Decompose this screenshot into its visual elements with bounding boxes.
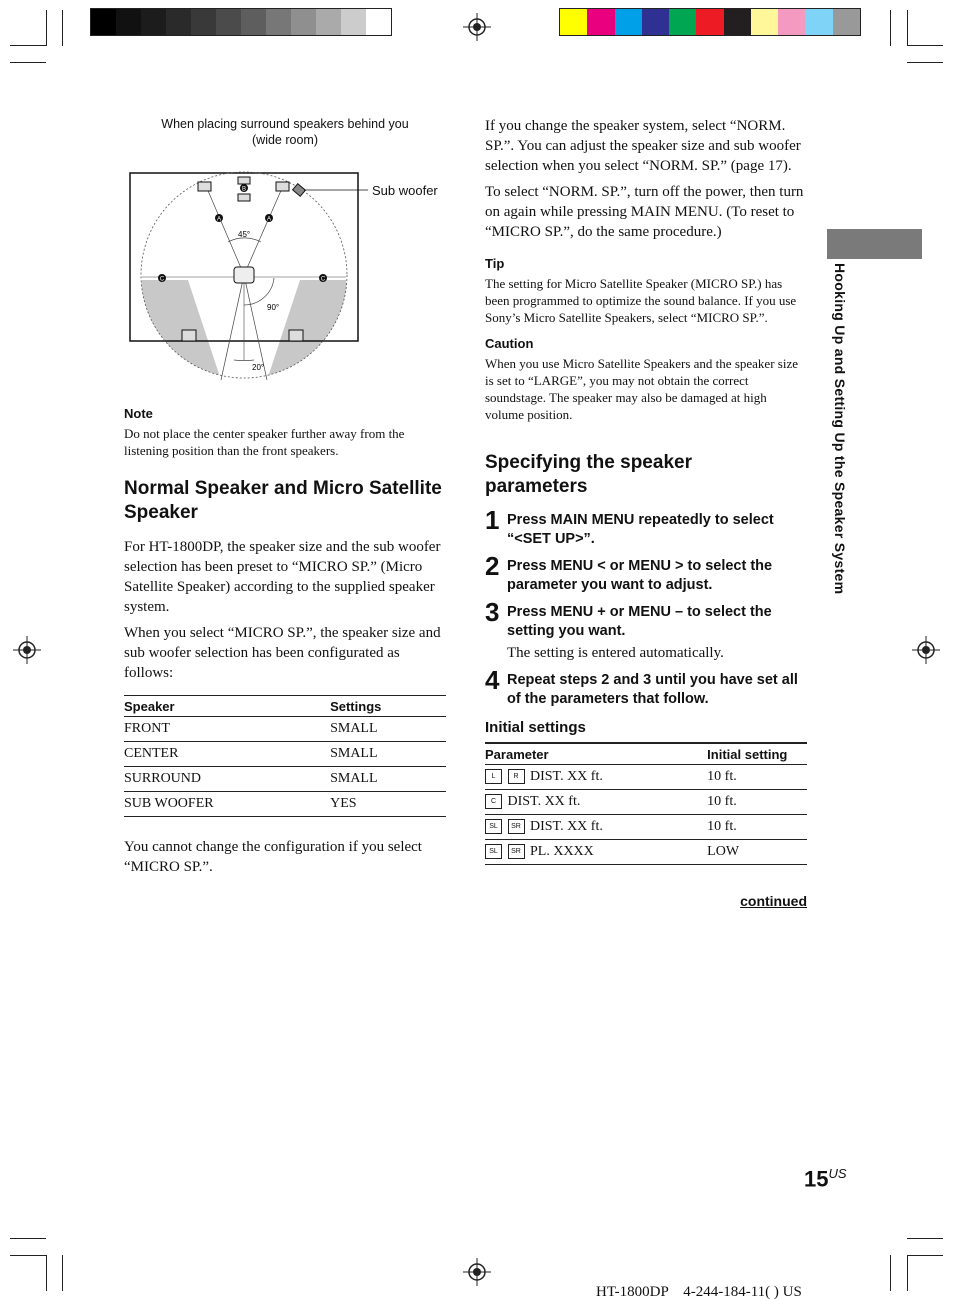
front-right-speaker-icon	[276, 182, 289, 191]
cell-setting: SMALL	[330, 742, 446, 767]
step-number: 1	[485, 505, 500, 535]
surround-left-icon: SL	[485, 819, 502, 834]
cell-parameter	[485, 765, 707, 790]
crop-mark	[46, 10, 47, 46]
left-column	[124, 406, 446, 883]
cell-setting: YES	[330, 792, 446, 817]
step-text: Press MENU + or MENU – to select the setting you want.	[507, 604, 772, 639]
continued-label: continued	[740, 893, 807, 909]
cell-parameter	[485, 840, 707, 865]
angle-20-label: 20°	[252, 363, 265, 372]
step-number: 2	[485, 551, 500, 581]
color-swatch	[696, 9, 723, 35]
table-row	[124, 767, 446, 792]
cell-value: LOW	[707, 840, 807, 865]
angle-90-label: 90°	[267, 303, 280, 312]
page-number-suffix: US	[828, 1166, 847, 1181]
crop-mark	[907, 62, 943, 63]
cell-speaker: SURROUND	[124, 767, 330, 792]
tip-heading: Tip	[485, 256, 505, 271]
marker-a-right: A	[266, 216, 272, 223]
front-right-icon: R	[508, 769, 525, 784]
note-heading: Note	[124, 406, 153, 421]
color-swatch	[833, 9, 860, 35]
caption-line-2: (wide room)	[252, 133, 318, 147]
gray-swatch	[91, 9, 116, 35]
front-left-icon: L	[485, 769, 502, 784]
gray-swatch	[166, 9, 191, 35]
crop-mark	[10, 45, 46, 46]
cell-speaker: CENTER	[124, 742, 330, 767]
step-text: Repeat steps 2 and 3 until you have set all of the parameters that follow.	[507, 672, 798, 707]
cell-value: 10 ft.	[707, 790, 807, 815]
right-column	[485, 116, 807, 909]
speaker-placement-diagram	[128, 170, 368, 385]
table-row	[485, 840, 807, 865]
paragraph: You cannot change the configuration if you select “MICRO SP.”.	[124, 839, 422, 875]
color-swatch	[642, 9, 669, 35]
cell-speaker: SUB WOOFER	[124, 792, 330, 817]
cell-value: 10 ft.	[707, 815, 807, 840]
gray-swatch	[241, 9, 266, 35]
gray-swatch	[216, 9, 241, 35]
crop-mark	[907, 1255, 943, 1256]
color-calibration-bar	[559, 8, 861, 36]
front-left-speaker-icon	[198, 182, 211, 191]
gray-swatch	[266, 9, 291, 35]
page-number-value: 15	[804, 1166, 829, 1192]
column-header-speaker: Speaker	[124, 696, 330, 717]
cell-setting: SMALL	[330, 767, 446, 792]
parameter-text: DIST. XX ft.	[530, 769, 603, 784]
crop-mark	[907, 1238, 943, 1239]
table-row	[485, 765, 807, 790]
table-row	[485, 790, 807, 815]
step-number: 4	[485, 665, 500, 695]
marker-c-left: C	[159, 276, 165, 283]
color-swatch	[587, 9, 614, 35]
registration-mark-icon	[912, 636, 940, 664]
crop-mark	[10, 62, 46, 63]
color-swatch	[778, 9, 805, 35]
gray-swatch	[116, 9, 141, 35]
color-swatch	[805, 9, 832, 35]
marker-b: B	[241, 186, 247, 193]
crop-mark	[907, 10, 908, 46]
gray-swatch	[366, 9, 391, 35]
cell-speaker: FRONT	[124, 717, 330, 742]
color-swatch	[724, 9, 751, 35]
step-number: 3	[485, 597, 500, 627]
surround-left-icon: SL	[485, 844, 502, 859]
color-swatch	[560, 9, 587, 35]
paragraph: To select “NORM. SP.”, turn off the power, then turn on again while pressing MAIN MENU. (To reset to “MICRO SP.”, do the same procedure.)	[485, 184, 804, 240]
marker-a-left: A	[216, 216, 222, 223]
section-title-specifying: Specifying the speaker parameters	[485, 452, 692, 497]
step-4	[485, 665, 807, 709]
table-row	[124, 742, 446, 767]
caption-line-1: When placing surround speakers behind you	[161, 117, 409, 131]
parameter-text: PL. XXXX	[530, 844, 594, 859]
cell-setting: SMALL	[330, 717, 446, 742]
micro-sp-settings-table	[124, 695, 446, 817]
side-section-label: Hooking Up and Setting Up the Speaker System	[832, 263, 848, 595]
color-swatch	[751, 9, 778, 35]
crop-mark	[890, 10, 891, 46]
note-text: Do not place the center speaker further away from the listening position than the front speakers.	[124, 426, 405, 458]
table-row	[485, 815, 807, 840]
crop-mark	[907, 45, 943, 46]
section-tab	[827, 229, 922, 259]
crop-mark	[907, 1255, 908, 1291]
step-subtext: The setting is entered automatically.	[507, 645, 724, 661]
column-header-parameter: Parameter	[485, 743, 707, 765]
crop-mark	[890, 1255, 891, 1291]
table-row	[124, 792, 446, 817]
step-1	[485, 505, 807, 549]
initial-settings-table	[485, 742, 807, 865]
crop-mark	[46, 1255, 47, 1291]
paragraph: When you select “MICRO SP.”, the speaker size and sub woofer selection has been configurated as follows:	[124, 625, 441, 681]
center-speaker-icon	[238, 194, 250, 201]
surround-zone-right	[267, 280, 360, 380]
crop-mark	[10, 1255, 46, 1256]
surround-right-icon: SR	[508, 819, 525, 834]
surround-zone-left	[128, 280, 221, 380]
caution-heading: Caution	[485, 336, 534, 351]
color-swatch	[615, 9, 642, 35]
footer-code: HT-1800DP 4-244-184-11( ) US	[596, 1284, 802, 1300]
crop-mark	[62, 1255, 63, 1291]
listener-icon	[234, 267, 254, 283]
tip-text: The setting for Micro Satellite Speaker (MICRO SP.) has been programmed to optimize the sound balance. If you use Sony’s Micro Satellite Speakers, select “MICRO SP.”.	[485, 276, 797, 325]
surround-right-speaker-icon	[289, 330, 303, 341]
cell-value: 10 ft.	[707, 765, 807, 790]
surround-right-icon: SR	[508, 844, 525, 859]
registration-mark-icon	[13, 636, 41, 664]
column-header-settings: Settings	[330, 696, 446, 717]
cell-parameter	[485, 815, 707, 840]
step-2	[485, 551, 807, 595]
parameter-text: DIST. XX ft.	[507, 794, 581, 809]
sub-woofer-label: Sub woofer	[372, 183, 438, 198]
gray-swatch	[341, 9, 366, 35]
parameter-text: DIST. XX ft.	[530, 819, 603, 834]
gray-swatch	[191, 9, 216, 35]
gray-calibration-bar	[90, 8, 392, 36]
initial-settings-heading: Initial settings	[485, 719, 586, 736]
gray-swatch	[291, 9, 316, 35]
step-text: Press MAIN MENU repeatedly to select “<SET UP>”.	[507, 512, 774, 547]
table-row	[124, 717, 446, 742]
marker-c-right: C	[320, 276, 326, 283]
center-speaker-icon	[238, 177, 250, 184]
crop-mark	[62, 10, 63, 46]
surround-left-speaker-icon	[182, 330, 196, 341]
registration-mark-icon	[463, 13, 491, 41]
paragraph: For HT-1800DP, the speaker size and the sub woofer selection has been preset to “MICRO SP.” (Micro Satellite Speaker) according to the supplied speaker system.	[124, 539, 441, 615]
diagram-caption	[124, 116, 446, 148]
section-title-normal-micro: Normal Speaker and Micro Satellite Speaker	[124, 478, 442, 523]
caution-text: When you use Micro Satellite Speakers and the speaker size is set to “LARGE”, you may not obtain the correct soundstage. The speaker may also be damaged at high volume position.	[485, 356, 798, 422]
column-header-initial-setting: Initial setting	[707, 743, 807, 765]
gray-swatch	[316, 9, 341, 35]
angle-45-label: 45°	[238, 230, 251, 239]
step-3	[485, 597, 807, 663]
page-number	[804, 1166, 847, 1192]
registration-mark-icon	[463, 1258, 491, 1286]
center-icon: C	[485, 794, 502, 809]
color-swatch	[669, 9, 696, 35]
crop-mark	[10, 1238, 46, 1239]
paragraph: If you change the speaker system, select “NORM. SP.”. You can adjust the speaker size and sub woofer selection when you select “NORM. SP.” (page 17).	[485, 118, 801, 174]
gray-swatch	[141, 9, 166, 35]
cell-parameter	[485, 790, 707, 815]
step-text: Press MENU < or MENU > to select the parameter you want to adjust.	[507, 558, 773, 593]
